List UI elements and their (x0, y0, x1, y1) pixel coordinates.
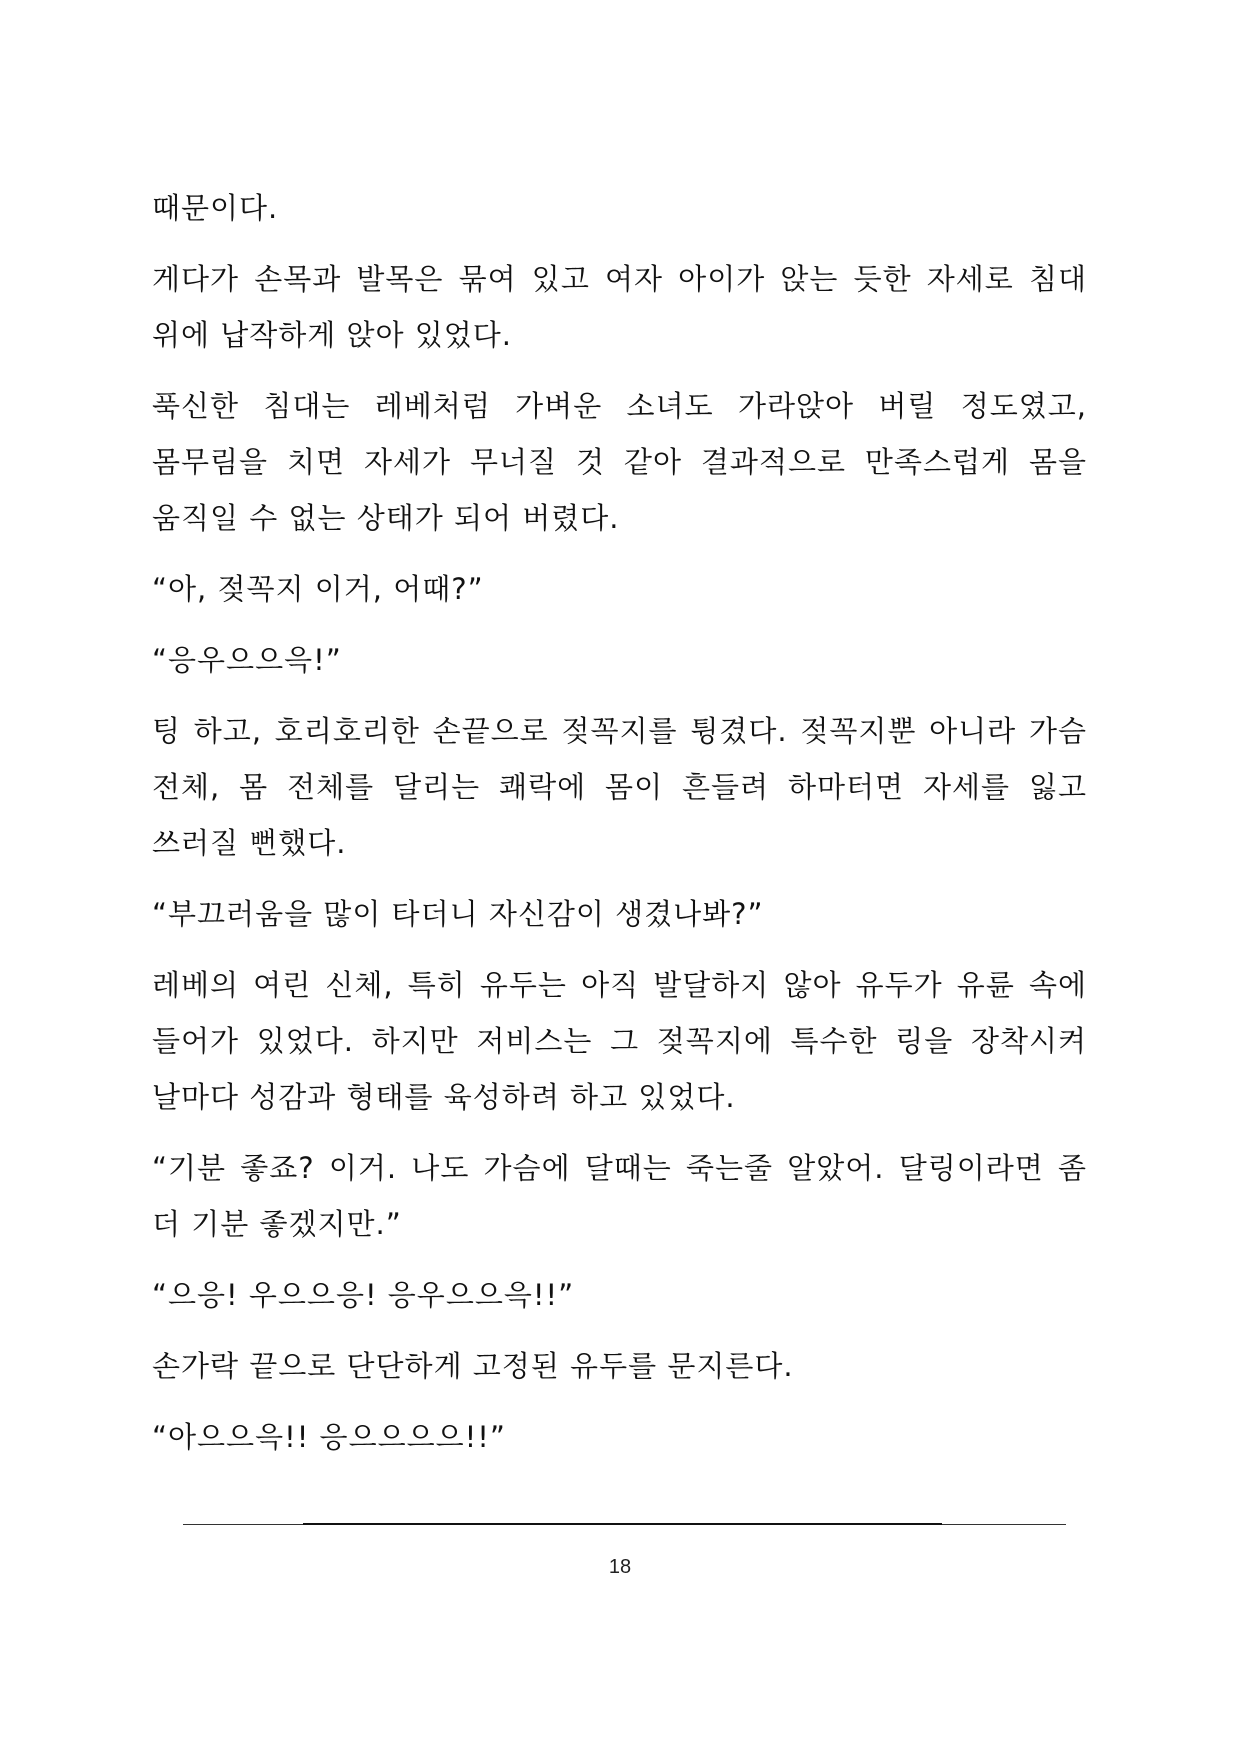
body-text (152, 180, 1087, 1480)
paragraph: 팅 하고, 호리호리한 손끝으로 젖꼭지를 튕겼다. 젖꼭지뿐 아니라 가슴 전체, 몸 전체를 달리는 쾌락에 몸이 흔들려 하마터면 자세를 잃고 쓰러질 뻔했다. (152, 714, 1087, 860)
page-number: 18 (608, 1556, 632, 1578)
footer-rule-emphasis (303, 1523, 942, 1525)
paragraph: 손가락 끝으로 단단하게 고정된 유두를 문지른다. (152, 1349, 794, 1383)
dialogue-line: “응우으으윽!” (152, 643, 342, 677)
paragraph: 때문이다. (152, 191, 279, 225)
dialogue-line: “아으으윽!! 응으으으으!!” (152, 1420, 506, 1454)
dialogue-line: “으응! 우으으응! 응우으으윽!!” (152, 1278, 575, 1312)
dialogue-line: “부끄러움을 많이 타더니 자신감이 생겼나봐?” (152, 897, 764, 931)
paragraph: 레베의 여린 신체, 특히 유두는 아직 발달하지 않아 유두가 유륜 속에 들어가 있었다. 하지만 저비스는 그 젖꼭지에 특수한 링을 장착시켜 날마다 성감과 형태를 육성하려 하고 있었다. (152, 968, 1087, 1114)
paragraph: 푹신한 침대는 레베처럼 가벼운 소녀도 가라앉아 버릴 정도였고, 몸무림을 치면 자세가 무너질 것 같아 결과적으로 만족스럽게 몸을 움직일 수 없는 상태가 되어 버렸다. (152, 389, 1087, 535)
paragraph: 게다가 손목과 발목은 묶여 있고 여자 아이가 앉는 듯한 자세로 침대 위에 납작하게 앉아 있었다. (152, 262, 1087, 352)
dialogue-line: “기분 좋죠? 이거. 나도 가슴에 달때는 죽는줄 알았어. 달링이라면 좀 더 기분 좋겠지만.” (152, 1151, 1087, 1241)
dialogue-line: “아, 젖꼭지 이거, 어때?” (152, 572, 484, 606)
